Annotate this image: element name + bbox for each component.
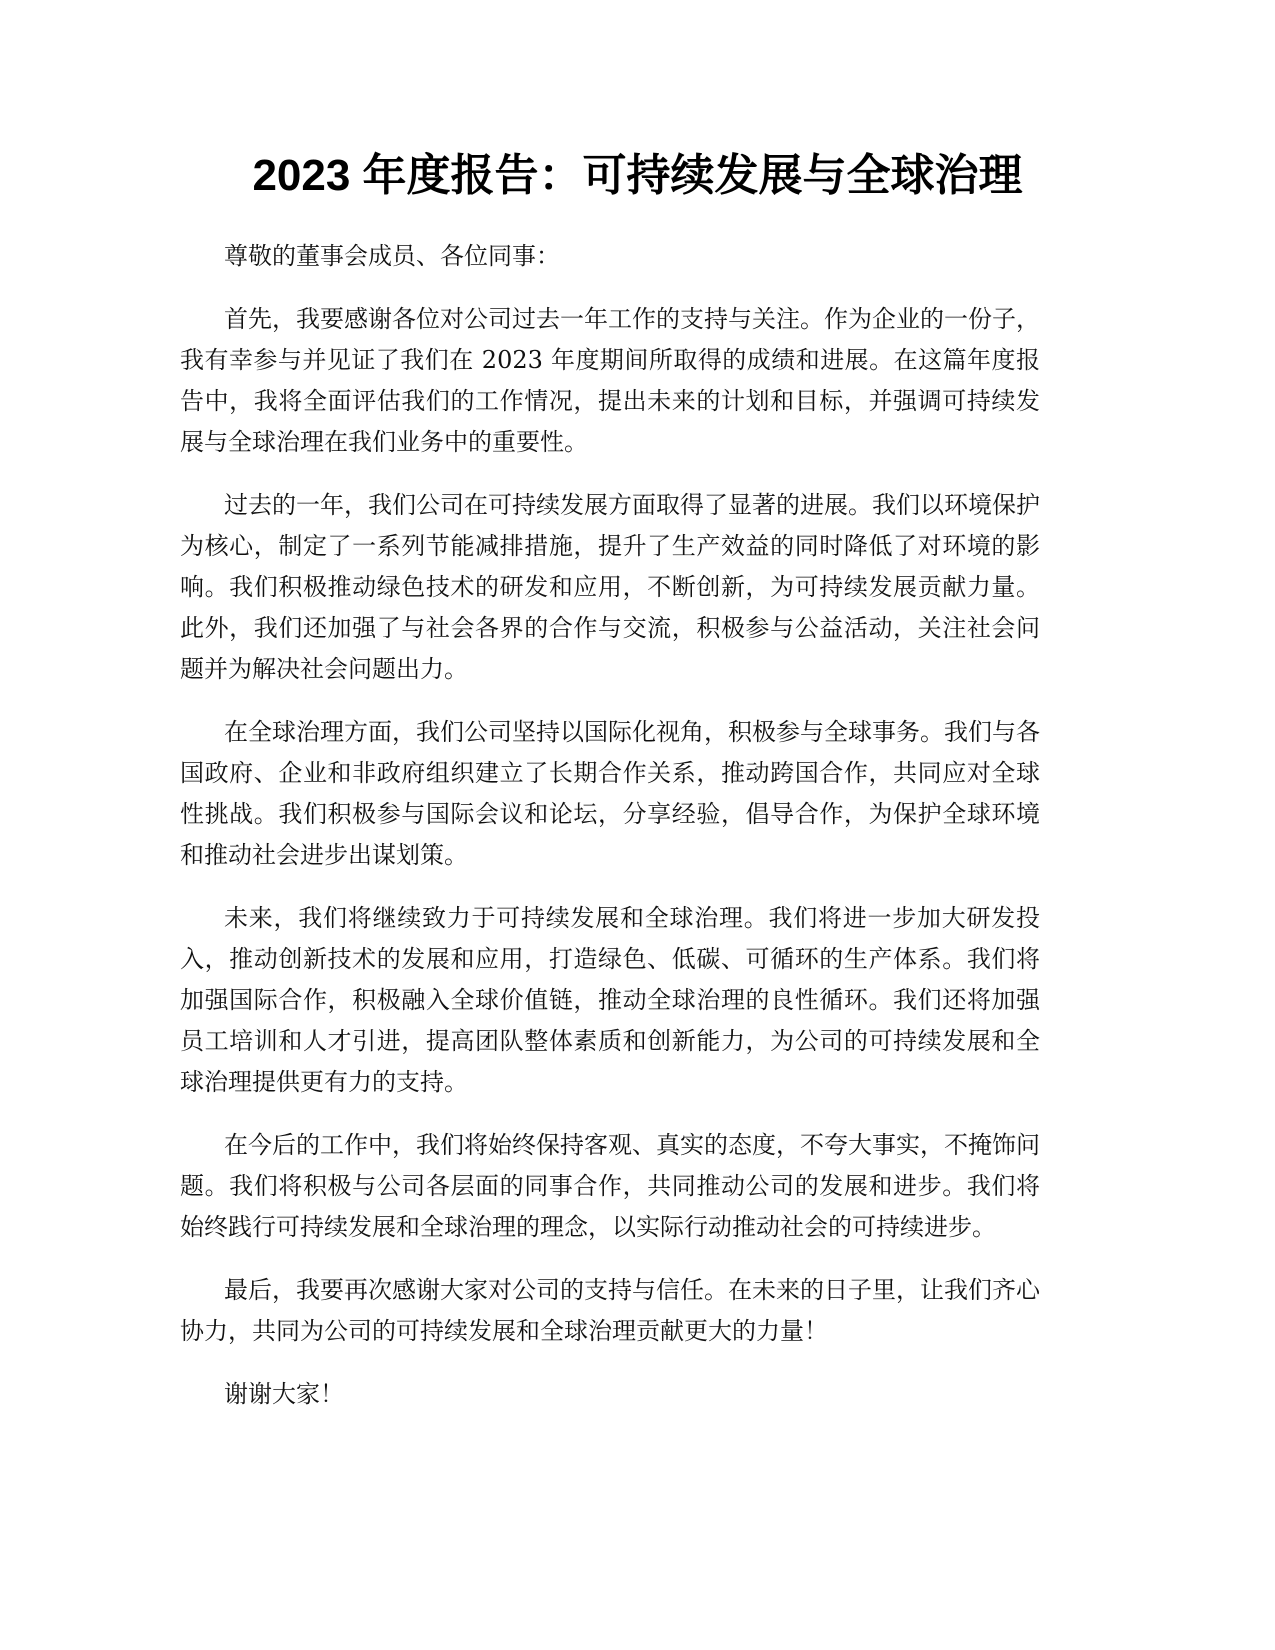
paragraph-sustainability: 过去的一年，我们公司在可持续发展方面取得了显著的进展。我们以环境保护为核心，制定了一系列节能减排措施，提升了生产效益的同时降低了对环境的影响。我们积极推动绿色技术的研发和应用，不断创新，为可持续发展贡献力量。此外，我们还加强了与社会各界的合作与交流，积极参与公益活动，关注社会问题并为解决社会问题出力。 — [180, 491, 1040, 683]
closing: 谢谢大家！ — [224, 1380, 344, 1408]
document-body — [180, 236, 1040, 1437]
salutation: 尊敬的董事会成员、各位同事： — [224, 242, 560, 270]
paragraph-intro: 首先，我要感谢各位对公司过去一年工作的支持与关注。作为企业的一份子，我有幸参与并见证了我们在 2023 年度期间所取得的成绩和进展。在这篇年度报告中，我将全面评估我们的工作情况，提出未来的计划和目标，并强调可持续发展与全球治理在我们业务中的重要性。 — [180, 305, 1040, 456]
paragraph-global-governance: 在全球治理方面，我们公司坚持以国际化视角，积极参与全球事务。我们与各国政府、企业和非政府组织建立了长期合作关系，推动跨国合作，共同应对全球性挑战。我们积极参与国际会议和论坛，分享经验，倡导合作，为保护全球环境和推动社会进步出谋划策。 — [180, 718, 1040, 869]
document-title: 2023 年度报告：可持续发展与全球治理 — [252, 151, 1023, 200]
paragraph-future-plans: 未来，我们将继续致力于可持续发展和全球治理。我们将进一步加大研发投入，推动创新技术的发展和应用，打造绿色、低碳、可循环的生产体系。我们将加强国际合作，积极融入全球价值链，推动全球治理的良性循环。我们还将加强员工培训和人才引进，提高团队整体素质和创新能力，为公司的可持续发展和全球治理提供更有力的支持。 — [180, 904, 1040, 1096]
paragraph-work-attitude: 在今后的工作中，我们将始终保持客观、真实的态度，不夸大事实，不掩饰问题。我们将积极与公司各层面的同事合作，共同推动公司的发展和进步。我们将始终践行可持续发展和全球治理的理念，以实际行动推动社会的可持续进步。 — [180, 1131, 1040, 1241]
paragraph-thanks: 最后，我要再次感谢大家对公司的支持与信任。在未来的日子里，让我们齐心协力，共同为公司的可持续发展和全球治理贡献更大的力量！ — [180, 1276, 1040, 1345]
